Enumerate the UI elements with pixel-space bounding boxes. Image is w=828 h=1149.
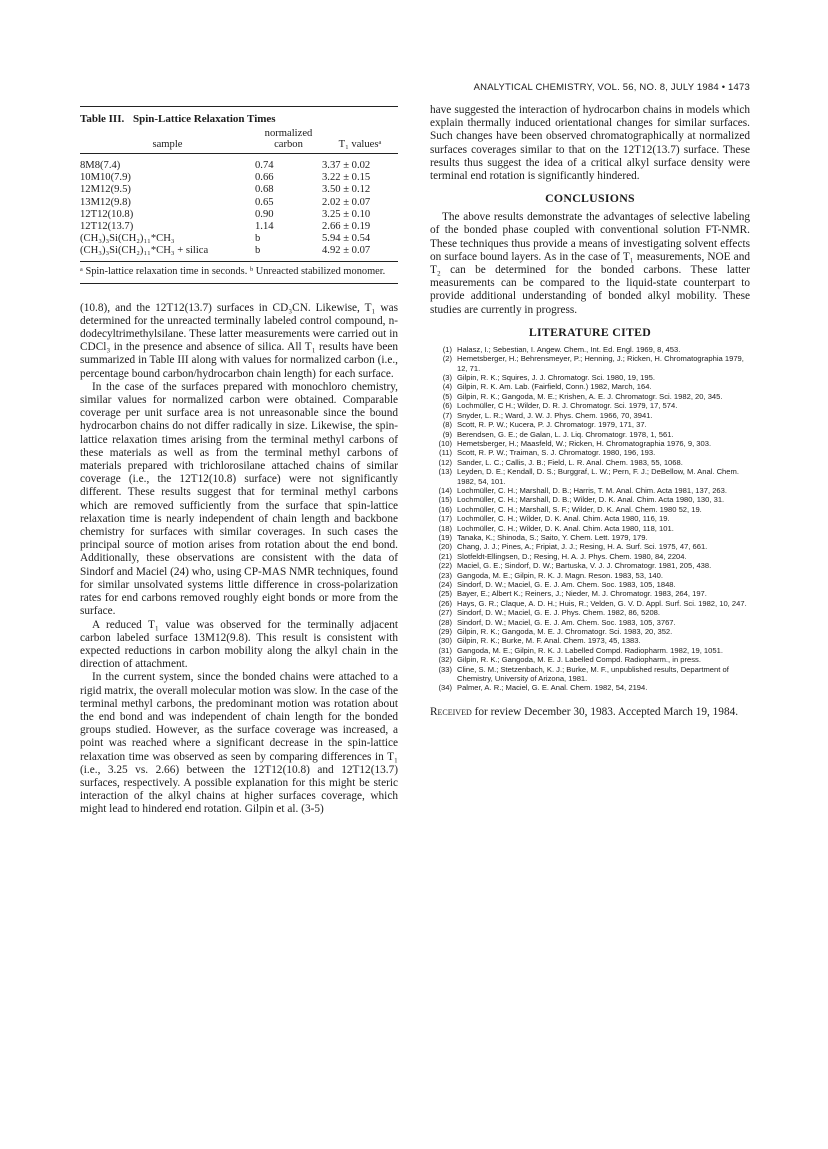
cell-t1: 3.22 ± 0.15 [322, 172, 371, 184]
reference-number: (15) [438, 495, 452, 505]
reference-text: Sander, L. C.; Callis, J. B.; Field, L. R. Anal. Chem. 1983, 55, 1068. [457, 457, 683, 467]
reference-text: Gilpin, R. K. Am. Lab. (Fairfield, Conn.) 1982, March, 164. [457, 382, 652, 392]
table-row [80, 172, 398, 184]
reference-number: (19) [438, 532, 452, 542]
reference-number: (34) [438, 683, 452, 693]
table-row [80, 208, 398, 220]
reference-item [430, 505, 750, 514]
table-row [80, 196, 398, 208]
reference-text: Maciel, G. E.; Sindorf, D. W.; Bartuska, V. J. J. Chromatogr. 1981, 205, 438. [457, 561, 712, 571]
reference-text: Gangoda, M. E.; Gilpin, R. K. J. Labelled Compd. Radiopharm. 1982, 19, 1051. [457, 645, 723, 655]
reference-item [430, 458, 750, 467]
reference-number: (7) [442, 410, 452, 420]
reference-text: Hemetsberger, H.; Behrensmeyer, P.; Henning, J.; Ricken, H. Chromatographia 1979, 12, 71. [457, 354, 744, 373]
cell-carbon: 0.90 [255, 208, 274, 220]
cell-sample: 12T12(13.7) [80, 221, 134, 233]
cell-carbon: 0.74 [255, 160, 274, 171]
cell-sample: 8M8(7.4) [80, 160, 121, 171]
reference-number: (17) [438, 514, 452, 524]
cell-t1: 2.66 ± 0.19 [322, 221, 371, 233]
reference-number: (20) [438, 542, 452, 552]
reference-number: (18) [438, 523, 452, 533]
cell-carbon: 0.66 [255, 172, 274, 184]
reference-number: (16) [438, 504, 452, 514]
table-row [80, 233, 398, 245]
reference-item [430, 636, 750, 645]
cell-sample: (CH₃)₃Si(CH₂)₁₁*CH₃ [80, 233, 175, 245]
relaxation-table [80, 125, 398, 262]
reference-item [430, 430, 750, 439]
reference-item [430, 439, 750, 448]
reference-item [430, 411, 750, 420]
cell-sample: 13M12(9.8) [80, 196, 131, 208]
reference-text: Lochmüller, C. H.; Wilder, D. K. Anal. Chim. Acta 1980, 118, 101. [457, 523, 674, 533]
reference-item [430, 665, 750, 684]
paragraph: (10.8), and the 12T12(13.7) surfaces in CD₃CN. Likewise, T₁ was determined for the unreacted terminally labeled control compound, n-dodecyltrimethylsilane. These latter measurements were carried out in CDCl₃ in the presence and absence of silica. All T₁ results have been summarized in Table III along with values for normalized carbon (i.e., percentage bound carbon/hydrocarbon chain length) for each surface. [80, 301, 398, 380]
reference-item [430, 683, 750, 692]
table-number: Table III. [80, 113, 125, 125]
left-column [80, 106, 398, 817]
reference-number: (26) [438, 598, 452, 608]
reference-number: (2) [442, 354, 452, 364]
table-body [80, 154, 398, 262]
reference-number: (33) [438, 664, 452, 674]
cell-carbon: 0.68 [255, 184, 274, 196]
reference-text: Lochmüller, C H.; Wilder, D. R. J. Chromatogr. Sci. 1979, 17, 574. [457, 401, 678, 411]
reference-list [430, 345, 750, 693]
reference-number: (24) [438, 580, 452, 589]
cell-t1: 3.37 ± 0.02 [322, 160, 371, 171]
reference-number: (9) [442, 429, 452, 439]
reference-text: Hemetsberger, H.; Maasfeld, W.; Ricken, H. Chromatographia 1976, 9, 303. [457, 438, 712, 448]
reference-text: Lochmüller, C. H.; Wilder, D. K. Anal. Chim. Acta 1980, 116, 19. [457, 514, 670, 524]
reference-item [430, 627, 750, 636]
table-footnote: ᵃ Spin-lattice relaxation time in seconds. ᵇ Unreacted stabilized monomer. [80, 266, 398, 284]
reference-text: Chang, J. J.; Pines, A.; Fripiat, J. J.; Resing, H. A. Surf. Sci. 1975, 47, 661. [457, 542, 708, 552]
table-title [80, 106, 398, 125]
table-header-row [80, 125, 398, 154]
reference-text: Gilpin, R. K.; Burke, M. F. Anal. Chem. 1973, 45, 1383. [457, 636, 641, 646]
header-sample: sample [152, 139, 183, 150]
reference-number: (32) [438, 655, 452, 665]
reference-text: Sindorf, D. W.; Maciel, G. E. J. Am. Chem. Soc. 1983, 105, 3767. [457, 617, 676, 627]
cell-t1: 4.92 ± 0.07 [322, 245, 398, 261]
reference-number: (27) [438, 608, 452, 618]
header-carbon [255, 125, 322, 154]
reference-text: Palmer, A. R.; Maciel, G. E. Anal. Chem. 1982, 54, 2194. [457, 683, 648, 693]
reference-number: (14) [438, 485, 452, 495]
reference-item [430, 448, 750, 457]
reference-item [430, 354, 750, 373]
reference-number: (3) [442, 373, 452, 383]
paragraph: In the case of the surfaces prepared with monochloro chemistry, similar values for normalized carbon were obtained. Comparable coverage per unit surface area is not unreasonable since the bound hydrocarbon chains do not differ radically in size. Likewise, the spin-lattice relaxation times arising from the terminal methyl carbons of these materials as well as from the terminal methyl carbons of materials prepared with trichlorosilane attached chains of similar coverage (i.e., the 12T12(10.8) surface) were not significantly different. These results suggest that for terminal methyl carbons which are removed sufficiently from the surface that spin-lattice relaxation time is nearly independent of chain length and backbone chemistry for surfaces with similar coverages. In such cases the principal source of motion arises from rotation about the end bond. Additionally, these observations are consistent with the data of Sindorf and Maciel (24) who, using CP-MAS NMR techniques, found for similar unsolvated systems little difference in cross-polarization rates for end carbons removed roughly eight bonds or more from the surface. [80, 380, 398, 618]
literature-heading: LITERATURE CITED [528, 324, 652, 339]
reference-number: (12) [438, 457, 452, 467]
table-row [80, 184, 398, 196]
reference-number: (10) [438, 438, 452, 448]
reference-text: Gilpin, R. K.; Gangoda, M. E. J. Chromatogr. Sci. 1983, 20, 352. [457, 627, 673, 637]
reference-item [430, 495, 750, 504]
cell-sample: (CH₃)₃Si(CH₂)₁₁*CH₃ + silica [80, 245, 255, 261]
reference-item [430, 486, 750, 495]
cell-sample: 12T12(10.8) [80, 208, 134, 220]
right-column [430, 104, 750, 719]
reference-text: Gilpin, R. K.; Gangoda, M. E.; Krishen, A. E. J. Chromatogr. Sci. 1982, 20, 345. [457, 391, 723, 401]
cell-carbon: 1.14 [255, 221, 274, 233]
table-row [80, 245, 398, 261]
reference-number: (29) [438, 627, 452, 637]
received-text: for review December 30, 1983. Accepted March 19, 1984. [474, 705, 739, 718]
reference-item [430, 599, 750, 608]
table-title-text: Spin-Lattice Relaxation Times [132, 113, 276, 125]
reference-item [430, 467, 750, 486]
reference-number: (21) [438, 551, 452, 561]
reference-text: Tanaka, K.; Shinoda, S.; Saito, Y. Chem. Lett. 1979, 179. [457, 532, 648, 542]
paragraph: A reduced T₁ value was observed for the terminally adjacent carbon labeled surface 13M12(9.8). This result is consistent with expected reductions in carbon mobility along the alkyl chain in the direction of attachment. [80, 618, 398, 671]
reference-text: Scott, R. P. W.; Kucera, P. J. Chromatogr. 1979, 171, 37. [457, 420, 647, 430]
header-carbon-line2: carbon [274, 139, 303, 150]
reference-item [430, 589, 750, 598]
paragraph: In the current system, since the bonded chains were attached to a rigid matrix, the overall molecular motion was slow. In the case of the terminal methyl carbons, the predominant motion was rotation about the end bond and was independent of chain length for the bonded groups studied. However, as the surface coverage was increased, a point was reached where a significant decrease in the spin-lattice relaxation time was observed as seen by comparing differences in T₁ (i.e., 3.25 vs. 2.66) between the 12T12(10.8) and 12T12(13.7) surfaces, respectively. A possible explanation for this might be steric interaction of the alkyl chains at higher surfaces coverage, which might lead to hindered end rotation. Gilpin et al. (3-5) [80, 671, 398, 816]
paragraph: have suggested the interaction of hydrocarbon chains in models which explain thermally induced orientational changes for similar surfaces. Such changes have been observed chromatographically at normalized surfaces coverages similar to that on the 12T12(13.7) surface. These results thus suggest the idea of a critical alkyl surface density were terminal end rotation is significantly hindered. [430, 104, 750, 183]
reference-item [430, 655, 750, 664]
reference-item [430, 646, 750, 655]
reference-number: (4) [442, 382, 452, 392]
cell-carbon: b [255, 233, 261, 245]
reference-text: Lochmüller, C. H.; Marshall, D. B.; Wilder, D. K. Anal. Chim. Acta 1980, 130, 31. [457, 495, 725, 505]
reference-item [430, 580, 750, 589]
reference-number: (23) [438, 570, 452, 580]
cell-carbon: b [255, 245, 322, 261]
right-body-text [430, 104, 750, 183]
reference-text: Snyder, L. R.; Ward, J. W. J. Phys. Chem. 1966, 70, 3941. [457, 410, 653, 420]
cell-sample: 12M12(9.5) [80, 184, 131, 196]
reference-text: Lochmüller, C. H.; Marshall, D. B.; Harris, T. M. Anal. Chim. Acta 1981, 137, 263. [457, 485, 727, 495]
conclusions-body [430, 211, 750, 317]
reference-item [430, 514, 750, 523]
reference-item [430, 561, 750, 570]
reference-number: (25) [438, 589, 452, 599]
reference-item [430, 392, 750, 401]
reference-text: Gilpin, R. K.; Squires, J. J. Chromatogr. Sci. 1980, 19, 195. [457, 373, 655, 383]
cell-sample: 10M10(7.9) [80, 172, 131, 184]
reference-number: (5) [442, 391, 452, 401]
reference-number: (13) [438, 467, 452, 477]
reference-text: Sindorf, D. W.; Maciel, G. E. J. Am. Chem. Soc. 1983, 105, 1848. [457, 580, 676, 589]
reference-text: Cline, S. M.; Stetzenbach, K. J.; Burke, M. F., unpublished results, Department of Chemistry, University of Arizona, 1981. [457, 664, 729, 684]
table-row [80, 154, 398, 172]
received-label: Received [430, 705, 472, 718]
reference-item [430, 542, 750, 551]
reference-number: (11) [439, 448, 452, 458]
reference-item [430, 373, 750, 382]
reference-item [430, 533, 750, 542]
cell-t1: 2.02 ± 0.07 [322, 196, 371, 208]
cell-t1: 5.94 ± 0.54 [322, 233, 371, 245]
reference-number: (1) [442, 344, 452, 354]
cell-carbon: 0.65 [255, 196, 274, 208]
reference-number: (31) [438, 645, 452, 655]
reference-text: Bayer, E.; Albert K.; Reiners, J.; Nieder, M. J. Chromatogr. 1983, 264, 197. [457, 589, 707, 599]
cell-t1: 3.50 ± 0.12 [322, 184, 371, 196]
reference-item [430, 345, 750, 354]
reference-number: (30) [438, 636, 452, 646]
running-head: ANALYTICAL CHEMISTRY, VOL. 56, NO. 8, JULY 1984 • 1473 [473, 82, 750, 93]
reference-item [430, 401, 750, 410]
left-body-text [80, 302, 398, 817]
conclusions-paragraph: The above results demonstrate the advantages of selective labeling of the bonded phase coupled with conventional solution FT-NMR. These techniques thus provide a means of investigating solvent effects on surface bound layers. As in the case of T₁ measurements, NOE and T₂ can be determined for the bonded carbons. These latter measurements can be compared to the liquid-state counterpart to provide additional understanding of bonded alkyl mobility. These studies are currently in progress. [430, 211, 750, 316]
reference-text: Halasz, I.; Sebestian, I. Angew. Chem., Int. Ed. Engl. 1969, 8, 453. [457, 344, 681, 354]
conclusions-heading: CONCLUSIONS [545, 191, 635, 206]
reference-text: Berendsen, G. E.; de Galan, L. J. Liq. Chromatogr. 1978, 1, 561. [457, 429, 674, 439]
header-carbon-line1: normalized [264, 128, 313, 139]
reference-text: Sindorf, D. W.; Maciel, G. E. J. Phys. Chem. 1982, 86, 5208. [457, 608, 661, 618]
reference-number: (8) [442, 420, 452, 430]
table-row [80, 221, 398, 233]
reference-item [430, 382, 750, 391]
reference-text: Lochmüller, C. H.; Marshall, S. F.; Wilder, D. K. Anal. Chem. 1980 52, 19. [457, 504, 702, 514]
reference-text: Gilpin, R. K.; Gangoda, M. E. J. Labelled Compd. Radiopharm., in press. [457, 655, 701, 665]
reference-text: Slotfeldt-Ellingsen, D.; Resing, H. A. J. Phys. Chem. 1980, 84, 2204. [457, 551, 687, 561]
reference-number: (6) [442, 401, 452, 411]
reference-item [430, 608, 750, 617]
reference-item [430, 552, 750, 561]
reference-number: (22) [438, 561, 452, 571]
reference-item [430, 618, 750, 627]
reference-text: Scott, R. P. W.; Traiman, S. J. Chromatogr. 1980, 196, 193. [457, 448, 656, 458]
reference-item [430, 420, 750, 429]
header-t1: T₁ valuesᵃ [338, 139, 382, 150]
reference-text: Hays, G. R.; Claque, A. D. H.; Huis, R.; Velden, G. V. D. Appl. Surf. Sci. 1982, 10, 247. [457, 598, 747, 608]
cell-t1: 3.25 ± 0.10 [322, 208, 371, 220]
reference-item [430, 524, 750, 533]
reference-number: (28) [438, 617, 452, 627]
reference-text: Leyden, D. E.; Kendall, D. S.; Burggraf, L. W.; Pern, F. J.; DeBellow, M. Anal. Chem. 1982, 54, 101. [457, 467, 739, 486]
reference-item [430, 571, 750, 580]
received-note [430, 706, 750, 719]
reference-text: Gangoda, M. E.; Gilpin, R. K. J. Magn. Reson. 1983, 53, 140. [457, 570, 663, 580]
